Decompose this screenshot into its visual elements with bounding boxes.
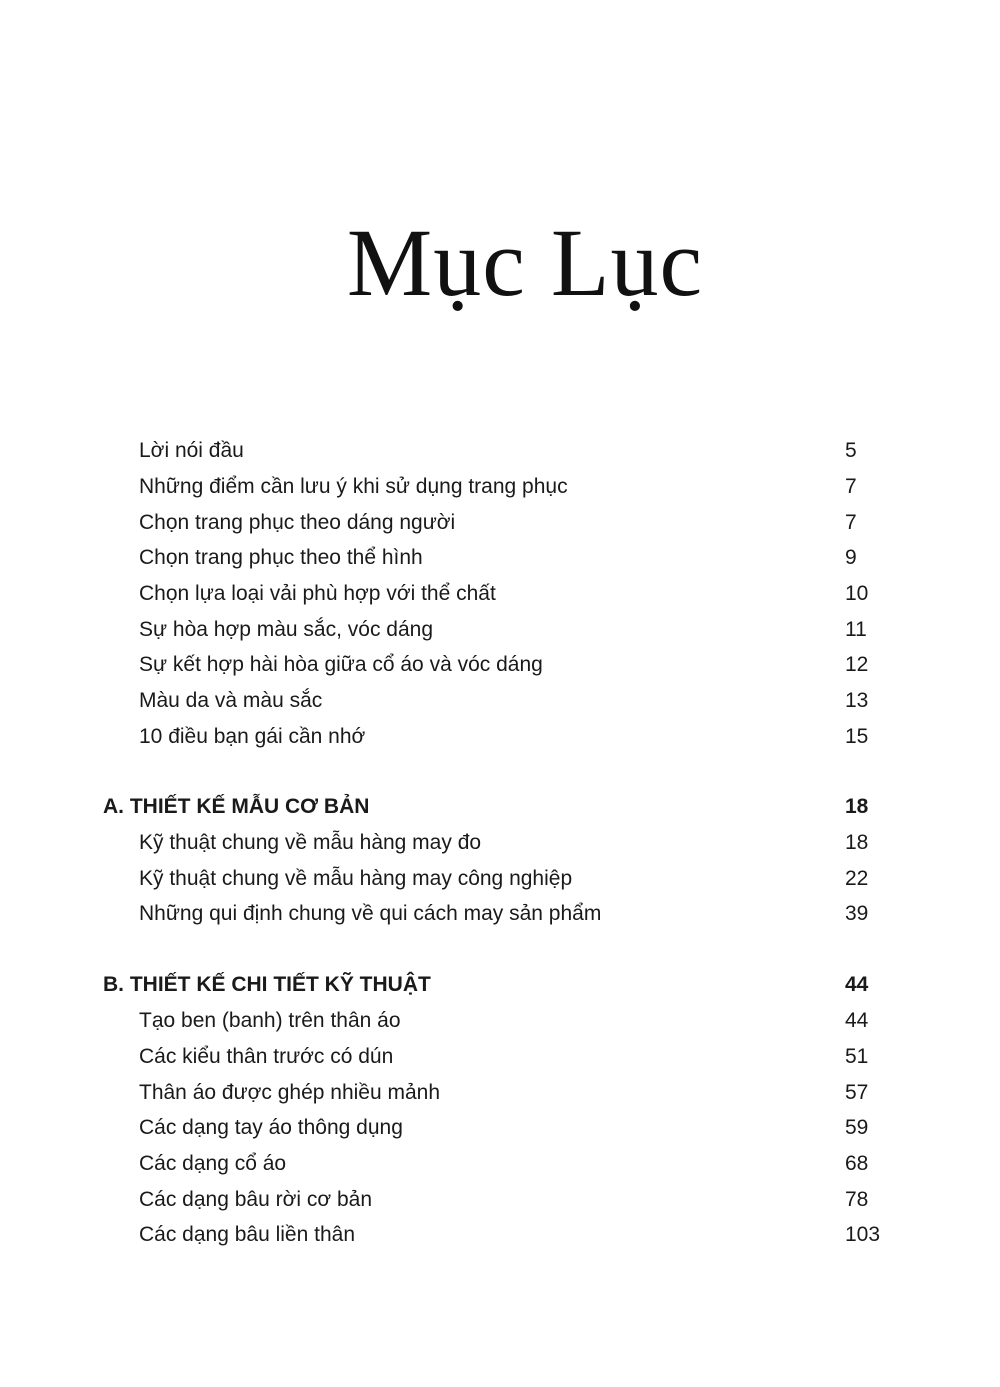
toc-entry-page: 44 (845, 1009, 869, 1032)
toc-entry-page: 57 (845, 1081, 869, 1104)
toc-entry-label: Sự kết hợp hài hòa giữa cổ áo và vóc dáng (139, 653, 543, 676)
toc-entry (0, 685, 1000, 717)
toc-section-page: 44 (845, 973, 869, 996)
toc-entry-label: Các dạng bâu rời cơ bản (139, 1188, 373, 1211)
toc-entry-page: 7 (845, 511, 857, 534)
toc-entry-page: 11 (845, 618, 867, 641)
toc-section-heading (0, 969, 1000, 1001)
toc-entry-page: 78 (845, 1188, 869, 1211)
toc-entry (0, 1112, 1000, 1144)
toc-section-label: A. THIẾT KẾ MẪU CƠ BẢN (103, 795, 370, 818)
toc-entry-label: Các dạng tay áo thông dụng (139, 1116, 403, 1139)
toc-entry-label: Kỹ thuật chung về mẫu hàng may công nghiệp (139, 867, 573, 890)
toc-entry-label: Chọn trang phục theo dáng người (139, 511, 456, 534)
toc-entry-label: Các dạng bâu liền thân (139, 1223, 355, 1246)
toc-entry (0, 649, 1000, 681)
toc-entry (0, 614, 1000, 646)
toc-entry (0, 578, 1000, 610)
toc-entry (0, 1005, 1000, 1037)
toc-entry-label: Những điểm cần lưu ý khi sử dụng trang phục (139, 475, 568, 498)
toc-entry (0, 721, 1000, 753)
toc-entry-label: Lời nói đầu (139, 439, 244, 462)
toc-section-page: 18 (845, 795, 869, 818)
toc-entry-label: 10 điều bạn gái cần nhớ (139, 725, 366, 748)
toc-entry-label: Thân áo được ghép nhiều mảnh (139, 1081, 441, 1104)
toc-entry-label: Những qui định chung về qui cách may sản phẩm (139, 902, 602, 925)
toc-section-label: B. THIẾT KẾ CHI TIẾT KỸ THUẬT (103, 973, 431, 996)
toc-entry-label: Kỹ thuật chung về mẫu hàng may đo (139, 831, 482, 854)
toc-entry (0, 1219, 1000, 1251)
toc-entry-page: 39 (845, 902, 869, 925)
toc-entry-label: Chọn lựa loại vải phù hợp với thể chất (139, 582, 496, 605)
toc-entry-label: Sự hòa hợp màu sắc, vóc dáng (139, 618, 433, 641)
toc-entry-page: 7 (845, 475, 857, 498)
toc-entry-label: Tạo ben (banh) trên thân áo (139, 1009, 401, 1032)
toc-entry-page: 12 (845, 653, 869, 676)
toc-entry-page: 13 (845, 689, 869, 712)
toc-entry-page: 10 (845, 582, 869, 605)
toc-entry-label: Màu da và màu sắc (139, 689, 323, 712)
toc-entry (0, 1184, 1000, 1216)
toc-entry (0, 507, 1000, 539)
toc-entry-label: Chọn trang phục theo thể hình (139, 546, 423, 569)
toc-entry-page: 5 (845, 439, 857, 462)
toc-entry (0, 827, 1000, 859)
toc-entry (0, 863, 1000, 895)
toc-entry-page: 59 (845, 1116, 869, 1139)
toc-entry (0, 898, 1000, 930)
toc-entry-page: 51 (845, 1045, 869, 1068)
toc-entry-page: 22 (845, 867, 869, 890)
toc-entry-page: 9 (845, 546, 857, 569)
page-title: Mục Lục (346, 209, 704, 316)
toc-entry-page: 18 (845, 831, 869, 854)
toc-entry (0, 1041, 1000, 1073)
toc-entry (0, 471, 1000, 503)
toc-entry (0, 1077, 1000, 1109)
toc-entry (0, 435, 1000, 467)
toc-entry (0, 1148, 1000, 1180)
toc-entry-page: 15 (845, 725, 869, 748)
toc-entry-label: Các kiểu thân trước có dún (139, 1045, 394, 1068)
toc-entry (0, 542, 1000, 574)
toc-entry-page: 103 (845, 1223, 881, 1246)
toc-section-heading (0, 791, 1000, 823)
toc-entry-label: Các dạng cổ áo (139, 1152, 287, 1175)
toc-entry-page: 68 (845, 1152, 869, 1175)
